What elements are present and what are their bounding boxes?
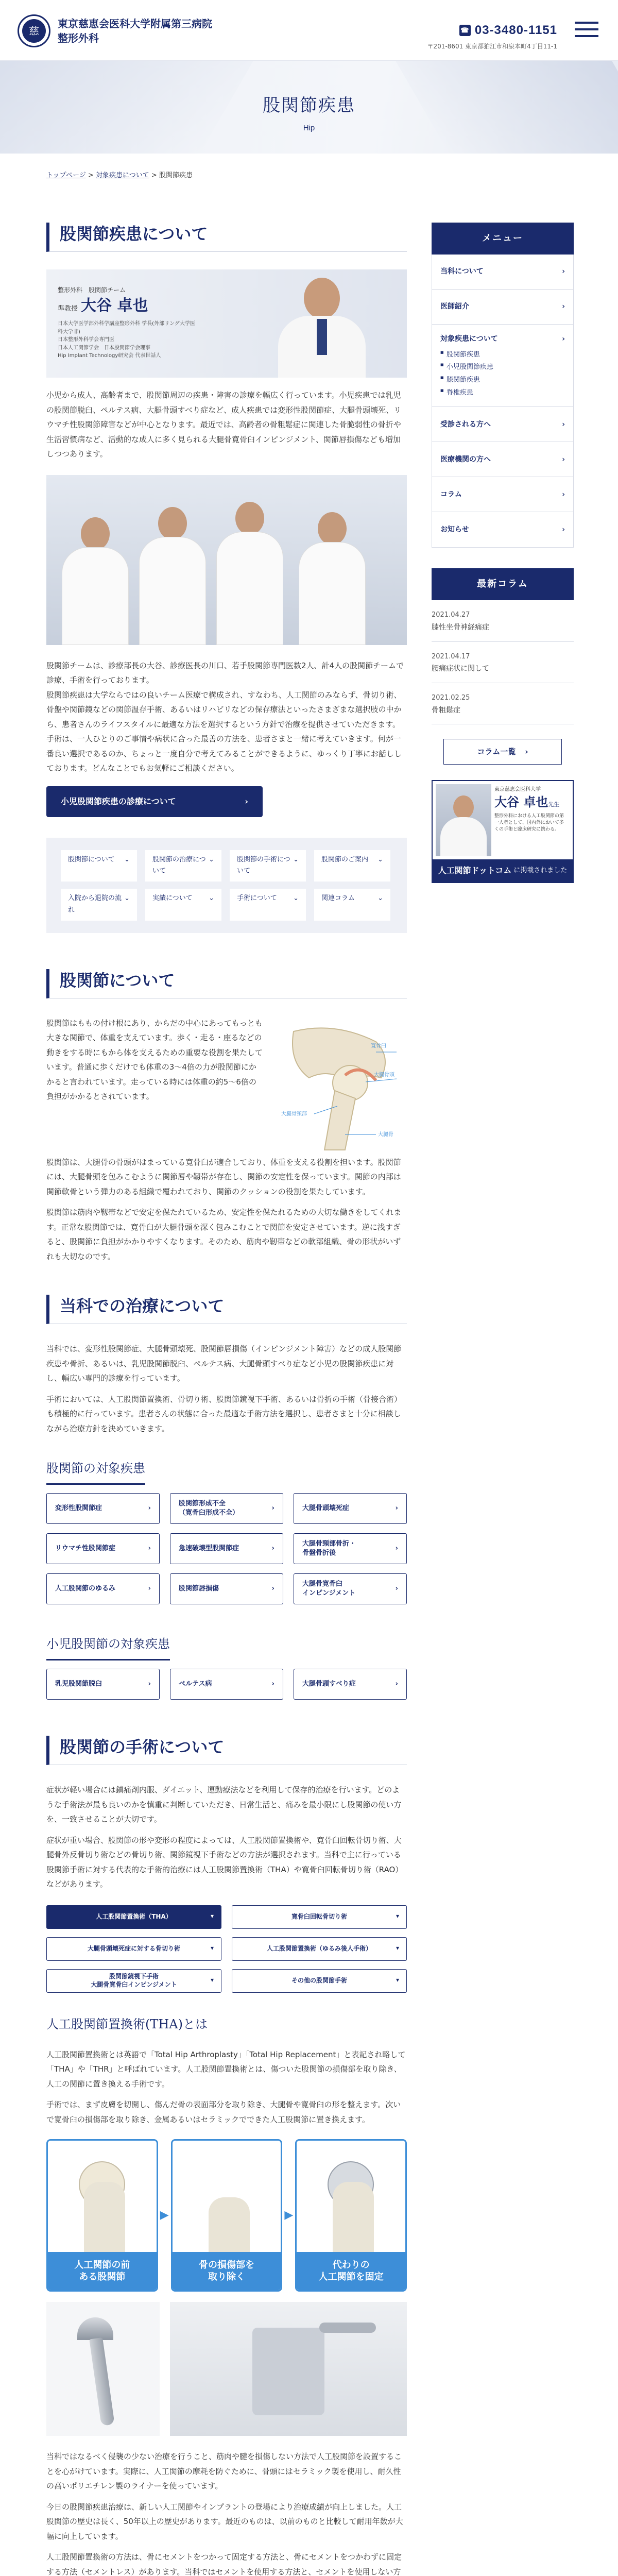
arrow-right-icon: ›: [562, 455, 565, 464]
anchor-link-label: 手術について: [237, 894, 277, 902]
anchor-link[interactable]: [145, 889, 221, 921]
banner-name-text: 大谷 卓也: [494, 794, 548, 809]
hip-section: [46, 1016, 407, 1155]
pediatric-hip-button-label: 小児股関節疾患の診療について: [61, 796, 176, 806]
sidebar-item-label: 受診される方へ: [440, 420, 491, 429]
section-title-treatment: 当科での治療について: [46, 1295, 407, 1324]
arrow-right-icon: ›: [562, 302, 565, 311]
university-seal-icon: 慈: [18, 14, 50, 47]
logo-line-2: 整形外科: [58, 32, 99, 44]
column-date: 2021.02.25: [432, 693, 470, 702]
sidebar-item-about[interactable]: [432, 255, 573, 290]
anchor-link-label: 股関節の治療について: [152, 855, 206, 875]
chevron-down-icon: ⌄: [124, 855, 130, 863]
disease-button[interactable]: [46, 1573, 160, 1604]
sidebar-item-diseases[interactable]: [440, 333, 565, 346]
banner-name: [494, 791, 559, 813]
anchor-link[interactable]: [145, 850, 221, 882]
child-diseases-title: 小児股関節の対象疾患: [46, 1633, 170, 1660]
tha-paragraph-1: 人工股関節置換術とは英語で「Total Hip Arthroplasty」「Total Hip Replacement」と表記され略して「THA」や「THR」と呼ばれています。人工股関節置換術とは、傷ついた股関節の損傷部を取り除き、人工の関節に置き換える手術です。: [46, 2049, 406, 2089]
step-arrow-icon: ▶: [284, 2208, 294, 2222]
arrow-right-icon: ›: [148, 1585, 151, 1593]
anchor-link-label: 股関節の手術について: [237, 855, 290, 875]
breadcrumb-category[interactable]: 対象疾患について: [96, 172, 149, 179]
sidebar-subitem-spine[interactable]: ■ 脊椎疾患: [440, 387, 565, 400]
anchor-navigation: [46, 838, 407, 933]
banner-role: 東京慈恵会医科大学: [494, 787, 541, 792]
pediatric-hip-button[interactable]: [46, 786, 263, 817]
anchor-link-label: 関連コラム: [321, 894, 355, 902]
sidebar-item-label: 対象疾患について: [440, 335, 498, 343]
site-logo[interactable]: [18, 14, 212, 47]
arrow-right-icon: ›: [395, 1504, 398, 1513]
tha-paragraph-5: 人工股関節置換術の方法は、骨にセメントをつかって固定する方法と、骨にセメントをつかわずに固定する方法（セメントレス）があります。当科ではセメントを使用する方法と、セメントを使用しない方: [46, 2552, 402, 2576]
disease-button-label: 股関節形成不全 （寛骨臼形成不全）: [179, 1500, 239, 1517]
sidebar-subitem-hip[interactable]: ■ 股関節疾患: [440, 349, 565, 362]
anchor-link[interactable]: [61, 889, 137, 921]
column-entry[interactable]: [432, 683, 574, 724]
disease-button[interactable]: [294, 1573, 407, 1604]
arrow-right-icon: ›: [562, 526, 565, 534]
header-contact: [427, 20, 557, 52]
banner-name-suffix: 先生: [548, 801, 560, 808]
column-list-button[interactable]: [443, 739, 562, 765]
hamburger-line: [575, 22, 598, 24]
doctor-name: [58, 296, 197, 316]
sidebar-subitem-pediatric-hip[interactable]: ■ 小児股関節疾患: [440, 361, 565, 374]
chevron-down-icon: ⌄: [293, 894, 299, 902]
breadcrumb: [46, 170, 193, 182]
anchor-link[interactable]: [230, 850, 306, 882]
hamburger-line: [575, 35, 598, 37]
arrow-right-icon: ›: [271, 1585, 274, 1593]
breadcrumb-separator: >: [88, 172, 94, 179]
page-hero: [0, 61, 618, 154]
banner-footer-text: に掲載されました: [513, 866, 568, 874]
surgery-paragraph-2: 症状が重い場合、股関節の形や変形の程度によっては、人工股関節置換術や、寛骨臼回転骨切り術、大腿骨外反骨切り術などの骨切り術、関節鏡視下手術などの方法が選択されます。当科で主に行っている股関節手術に対する代表的な手術的治療には人工股関節置換術（THA）や寛骨臼回転骨切り術（RAO）などがあります。: [46, 1835, 403, 1889]
disease-button[interactable]: [170, 1669, 283, 1700]
arrow-right-icon: ›: [148, 1680, 151, 1688]
disease-button[interactable]: [46, 1669, 160, 1700]
breadcrumb-separator: >: [151, 172, 157, 179]
anchor-link[interactable]: [314, 889, 390, 921]
step-arrow-icon: ▶: [160, 2208, 169, 2222]
chevron-down-icon: ⌄: [377, 855, 383, 863]
anchor-link-label: 股関節について: [68, 855, 115, 863]
anchor-link-label: 股関節のご案内: [321, 855, 369, 863]
disease-button[interactable]: [46, 1493, 160, 1524]
disease-button-label: ペルテス病: [179, 1680, 212, 1688]
sidebar-item-doctors[interactable]: [432, 290, 573, 325]
column-entry[interactable]: [432, 600, 574, 641]
surgery-paragraph-1: 症状が軽い場合には鎮痛剤内服、ダイエット、運動療法などを利用して保存的治療を行います。どのような手術法が最も良いのかを慎重に判断していただき、日常生活と、痛みを最小限にし股関節の使い方を、一致させることが大切です。: [46, 1785, 402, 1824]
surgery-type-button[interactable]: 股関節鏡視下手術 大腿骨寛骨臼インピンジメント ▾: [46, 1969, 221, 1993]
sidebar-item-label: 当科について: [440, 267, 484, 276]
arrow-right-icon: ›: [525, 747, 528, 756]
doctor-info: [58, 285, 197, 360]
tha-title: 人工股関節置換術(THA)とは: [46, 2016, 208, 2031]
adult-diseases-title: 股関節の対象疾患: [46, 1458, 145, 1485]
tha-step-label: 人工関節の前 ある股関節: [48, 2252, 157, 2290]
hip-joint-diagram: [273, 1021, 407, 1155]
section-title-surgery: 股関節の手術について: [46, 1736, 407, 1765]
tha-step-2: [171, 2139, 283, 2292]
doctor-profile-card: [46, 269, 407, 378]
phone-icon: ☎: [459, 25, 471, 36]
sidebar-item-label: コラム: [440, 490, 462, 499]
chevron-down-icon: ⌄: [209, 894, 214, 902]
address: 〒201-8601 東京都狛江市和泉本町4丁目11-1: [427, 43, 557, 50]
surgical-robot-image: [170, 2302, 407, 2436]
logo-text: [58, 16, 212, 45]
sidebar-item-medical[interactable]: [432, 442, 573, 477]
disease-button-label: 人工股関節のゆるみ: [55, 1585, 116, 1593]
page-title: 股関節疾患: [263, 95, 355, 116]
disease-button-label: 大腿骨頸部骨折・ 骨盤骨折後: [302, 1540, 356, 1557]
hamburger-menu-button[interactable]: [573, 15, 600, 43]
column-title: 膝性坐骨神経痛症: [432, 623, 489, 632]
doctor-photo: [278, 278, 366, 378]
chevron-down-icon: ⌄: [209, 855, 214, 863]
arrow-right-icon: ›: [271, 1545, 274, 1553]
arrow-right-icon: ›: [395, 1545, 398, 1553]
arrow-right-icon: ›: [271, 1504, 274, 1513]
sidebar-group-diseases: [432, 325, 573, 407]
doctor-career: 日本大学医学部外科学講座整形外科 学長(外部リング大学医科大学非) 日本整形外科学会専門医 日本人工関節学会 日本股関節学会理事 Hip Implant Technology研究会 代表世話人: [58, 321, 195, 359]
anchor-link[interactable]: [61, 850, 137, 882]
anchor-link-label: 入院から退院の流れ: [68, 894, 122, 914]
arrow-right-icon: ›: [245, 796, 248, 806]
intro-paragraph-1: 小児から成人、高齢者まで、股関節周辺の疾患・障害の診療を幅広く行っています。小児疾患では乳児の股関節脱臼、ペルテス病、大腿骨頭すべり症など、成人疾患では変形性股関節症、大腿骨頭壊死、リウマチ性股関節障害などが中心となります。最近では、高齢者の骨粗鬆症に関連した骨脆弱性の骨折や生活習慣病など、活動的な成人に多く見られる大腿骨寛骨臼インピンジメント、関節唇損傷なども増加しつつあります。: [46, 391, 402, 459]
arrow-right-icon: ›: [562, 267, 565, 276]
hip-implant-image: [46, 2302, 160, 2436]
anchor-links: [61, 850, 392, 921]
disease-button-label: 大腿骨寛骨臼 インピンジメント: [302, 1580, 356, 1597]
disease-button-label: 乳児股関節脱臼: [55, 1680, 102, 1688]
arrow-right-icon: ›: [562, 420, 565, 429]
sidebar-item-label: 医師紹介: [440, 302, 469, 311]
sidebar-item-news[interactable]: [432, 512, 573, 547]
banner-doctor-photo: [436, 784, 491, 856]
hip-paragraph-2: 股関節は、大腿骨の骨頭がはまっている寛骨臼が適合しており、体重を支える役割を担います。股関節には、大腿骨頭を包みこむように関節唇や靱帯が存在し、関節の安定性を保っています。関節の内部は関節軟骨という弾力のある組織で覆われており、関節のクッションの役割を果たしています。: [46, 1157, 401, 1196]
banner-description: 整形外科における人工股関節の第一人者として、国内外において多くの手術と臨床研究に携わる。: [494, 814, 564, 833]
banner-footer-site: 人工関節ドットコム: [438, 866, 512, 875]
main-content: [46, 223, 407, 2576]
column-date: 2021.04.27: [432, 611, 470, 619]
column-date: 2021.04.17: [432, 652, 470, 660]
surgery-type-button[interactable]: 寛骨臼回転骨切り術 ▾: [232, 1905, 407, 1929]
column-title: 腰痛症状に関して: [432, 665, 489, 673]
intro-paragraph-2: 股関節チームは、診療部長の大谷、診療医長の川口、若手股関節専門医数2人、計4人の股関節チームで診療、手術を行っております。 股関節疾患は大学ならではの良いチーム医療で構成され、すなわち、人工関節のみならず、骨切り術、骨盤や関節鏡などの関節温存手術、あるいはリハビリなどの保存療法といったさまざまな選択肢の中から、患者さんのライフスタイルに最適な方法を選択するという方針で治療を提供させていただきます。手術は、一人ひとりのご事情や病状に合った最善の方法を、患者さまと一緒に考えていきます。何が一番良い選択であるのか、ちょっと一度自分で考えてみることができるように、ゆっくり丁寧にお話ししております。どんなことでもお気軽にご相談ください。: [46, 660, 404, 773]
fig-label: 大腿骨: [378, 1131, 393, 1138]
tha-paragraph-2: 手術では、まず皮膚を切開し、傷んだ骨の表面部分を取り除き、大腿骨や寛骨臼の形を整えます。次いで寛骨臼の損傷部を取り除き、金属あるいはセラミックでできた人工股関節に置き換えます。: [46, 2100, 401, 2124]
fig-label: 大腿骨頭: [374, 1072, 394, 1078]
phone-text: 03-3480-1151: [474, 23, 557, 37]
disease-button-label: 大腿骨頭壊死症: [302, 1504, 350, 1513]
treatment-paragraph-1: 当科では、変形性股関節症、大腿骨頭壊死、股関節唇損傷（インピンジメント障害）などの成人股関節疾患や骨折、あるいは、乳児股関節脱臼、ペルテス病、大腿骨頭すべり症など小児の股関節疾患に対し、幅広い専門的診療を行っています。: [46, 1344, 402, 1383]
tha-paragraph-3: 当科ではなるべく侵襲の少ない治療を行うこと、筋肉や腱を損傷しない方法で人工股関節を設置することを心がけています。実際に、人工関節の摩耗を防ぐために、骨頭にはセラミック製を使用し、耐久性の高いポリエチレン製のライナーを使っています。: [46, 2452, 402, 2490]
hip-text: [46, 1016, 263, 1155]
sidebar-menu: [432, 255, 574, 548]
fig-label: 寛骨臼: [371, 1043, 386, 1049]
sidebar-item-column[interactable]: [432, 477, 573, 512]
breadcrumb-current: 股関節疾患: [159, 172, 193, 179]
surgery-type-button[interactable]: その他の股関節手術 ▾: [232, 1969, 407, 1993]
disease-button[interactable]: [46, 1533, 160, 1564]
logo-line-1: 東京慈恵会医科大学附属第三病院: [58, 18, 212, 30]
surgery-type-buttons: [46, 1905, 407, 1993]
disease-button-label: 股関節唇損傷: [179, 1585, 219, 1593]
anchor-link[interactable]: [314, 850, 390, 882]
phone-number[interactable]: [427, 20, 557, 41]
chevron-down-icon: ⌄: [124, 894, 130, 902]
doctor-name-text: 大谷 卓也: [81, 297, 148, 315]
doctor-title-label: 準教授: [58, 305, 78, 313]
hip-paragraph-1: 股関節はももの付け根にあり、からだの中心にあってもっとも大きな関節で、体重を支えています。歩く・走る・座るなどの動きをする時にもから体を支えるための重要な役割を果たしています。普通に歩くだけでも体重の3〜4倍の力が股関節にかかると言われています。走っている時には体重の約5〜6倍の負担がかかるとされています。: [46, 1018, 263, 1101]
latest-column-title: 最新コラム: [432, 568, 574, 600]
adult-diseases-grid: [46, 1493, 407, 1604]
tha-diagram-steps: [46, 2139, 407, 2292]
tha-step-3: [295, 2139, 407, 2292]
arrow-right-icon: ›: [271, 1680, 274, 1688]
arrow-right-icon: ›: [562, 335, 565, 343]
hip-paragraph-3: 股関節は筋肉や靱帯などで安定を保たれているため、安定性を保たれるための大切な働きをしてくれます。正常な股関節では、寛骨臼が大腿骨頭を深く包みこむことで関節を安定させています。逆に浅すぎると、股関節に負担がかかりやすくなります。そのため、筋肉や靭帯などの軟部組織、骨の形状がいずれも大切なのです。: [46, 1208, 402, 1261]
sidebar-menu-title: メニュー: [432, 223, 574, 255]
jinkou-kansetsu-banner[interactable]: [432, 780, 574, 883]
tha-step-label: 代わりの 人工関節を固定: [297, 2252, 405, 2290]
sidebar-item-label: お知らせ: [440, 526, 469, 534]
doctor-role: 整形外科 股関節チーム: [58, 286, 126, 294]
surgery-type-button[interactable]: 大腿骨頭壊死症に対する骨切り術 ▾: [46, 1937, 221, 1961]
arrow-right-icon: ›: [148, 1504, 151, 1513]
tha-step-1: [46, 2139, 158, 2292]
surgery-type-button[interactable]: 人工股関節置換術（ゆるみ後人手術） ▾: [232, 1937, 407, 1961]
section-title-intro: 股関節疾患について: [46, 223, 407, 252]
hamburger-line: [575, 28, 598, 30]
chevron-down-icon: ⌄: [293, 855, 299, 863]
anchor-link[interactable]: [230, 889, 306, 921]
disease-button-label: 変形性股関節症: [55, 1504, 102, 1513]
arrow-right-icon: ›: [148, 1545, 151, 1553]
anchor-link-label: 実績について: [152, 894, 193, 902]
breadcrumb-home[interactable]: トップページ: [46, 172, 86, 179]
fig-label: 大腿骨頸部: [281, 1111, 307, 1117]
disease-button-label: 急速破壊型股関節症: [179, 1545, 239, 1553]
disease-button[interactable]: [170, 1493, 283, 1524]
sidebar-subitem-knee[interactable]: ■ 膝関節疾患: [440, 374, 565, 387]
tha-step-label: 骨の損傷部を 取り除く: [173, 2252, 281, 2290]
sidebar: [432, 223, 574, 883]
arrow-right-icon: ›: [395, 1585, 398, 1593]
disease-button[interactable]: [294, 1533, 407, 1564]
disease-button-label: 大腿骨頭すべり症: [302, 1680, 356, 1688]
sidebar-item-patients[interactable]: [432, 407, 573, 442]
arrow-right-icon: ›: [395, 1680, 398, 1688]
treatment-paragraph-2: 手術においては、人工股関節置換術、骨切り術、股関節鏡視下手術、あるいは骨折の手術（骨接合術）も積極的に行っています。患者さんの状態に合った最適な手術方法を選択し、患者さまと十分に相談しながら治療方針を決めていきます。: [46, 1394, 402, 1433]
column-list-label: コラム一覧: [477, 747, 516, 756]
disease-button[interactable]: [294, 1669, 407, 1700]
disease-button[interactable]: [170, 1573, 283, 1604]
tha-paragraph-4: 今日の股関節疾患治療は、新しい人工関節やインプラントの登場により治療成績が向上しました。人工股関節の歴史は長く、50年以上の歴史があります。最近のものは、以前のものと比較して耐用年数が大幅に向上しています。: [46, 2502, 403, 2541]
banner-footer: [433, 859, 573, 882]
sidebar-item-label: 医療機関の方へ: [440, 455, 491, 464]
site-header: [0, 0, 618, 61]
section-title-hip: 股関節について: [46, 969, 407, 998]
arrow-right-icon: ›: [562, 490, 565, 499]
implant-images: [46, 2302, 407, 2436]
team-photo: [46, 475, 407, 645]
page-subtitle: Hip: [303, 123, 315, 132]
surgery-type-button[interactable]: 人工股関節置換術（THA） ▾: [46, 1905, 221, 1929]
child-diseases-grid: [46, 1669, 407, 1700]
disease-button[interactable]: [170, 1533, 283, 1564]
disease-button-label: リウマチ性股関節症: [55, 1545, 116, 1553]
column-entry[interactable]: [432, 642, 574, 683]
disease-button[interactable]: [294, 1493, 407, 1524]
chevron-down-icon: ⌄: [377, 894, 383, 902]
column-title: 骨粗鬆症: [432, 706, 460, 715]
